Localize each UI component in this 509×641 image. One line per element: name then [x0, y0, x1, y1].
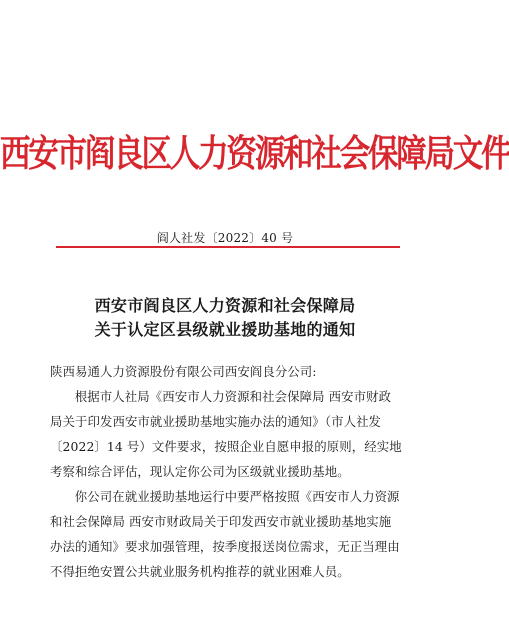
body-paragraph-1: 根据市人社局《西安市人力资源和社会保障局 西安市财政局关于印发西安市就业援助基地实施办法的通知》（市人社发〔2022〕14 号）文件要求，按照企业自愿申报的原则，经实地考察和综合评估，现认定你公司为区级就业援助基地。: [50, 389, 402, 479]
addressee: 陕西易通人力资源股份有限公司西安阎良分公司:: [50, 364, 317, 379]
document-number: 阎人社发〔2022〕40 号: [156, 231, 294, 245]
notice-title-line-1: 西安市阎良区人力资源和社会保障局: [94, 296, 356, 315]
notice-title-line-2: 关于认定区县级就业援助基地的通知: [94, 320, 356, 339]
red-header-title: 西安市阎良区人力资源和社会保障局文件: [0, 131, 509, 176]
red-divider-line: [56, 246, 400, 248]
body-paragraph-2: 你公司在就业援助基地运行中要严格按照《西安市人力资源和社会保障局 西安市财政局关于印发西安市就业援助基地实施办法的通知》要求加强管理，按季度报送岗位需求，无正当理由不得拒绝安置公共就业服务机构推荐的就业困难人员。: [50, 489, 400, 579]
